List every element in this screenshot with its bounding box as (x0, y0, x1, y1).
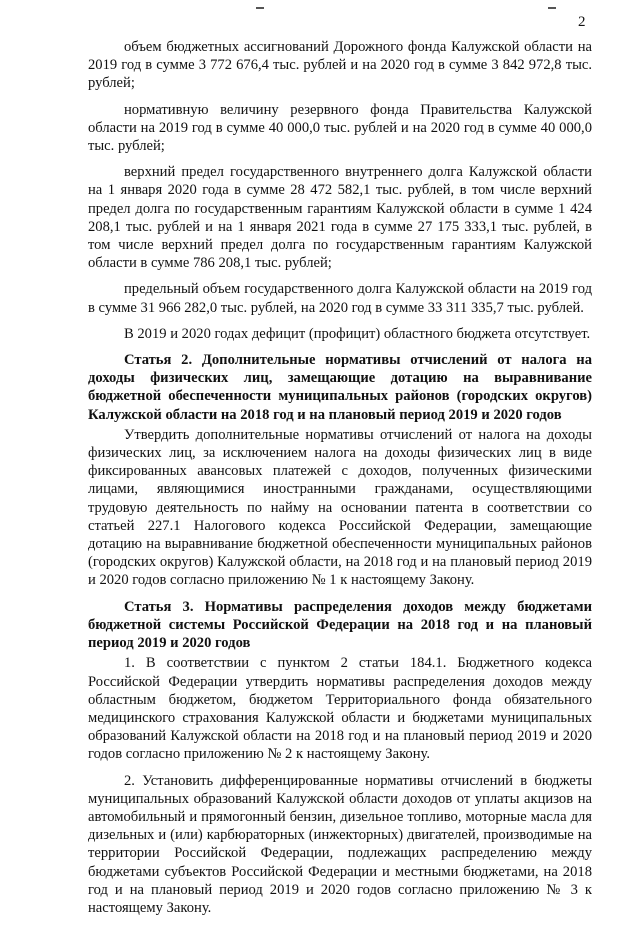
paragraph-deficit: В 2019 и 2020 годах дефицит (профицит) областного бюджета отсутствует. (124, 325, 591, 342)
scan-mark (256, 7, 264, 9)
article-3-heading: Статья 3. Нормативы распределения доходов между бюджетами бюджетной системы Российской Федерации на 2018 год и на плановый период 2019 и 2020 годов (88, 598, 592, 652)
article-2-body: Утвердить дополнительные нормативы отчислений от налога на доходы физических лиц, за исключением налога на доходы физических лиц в виде фиксированных авансовых платежей с доходов, полученных физическими лицами, являющимися иностранными гражданами, осуществляющими трудовую деятельность по найму на основании патента в соответствии со статьей 227.1 Налогового кодекса Российской Федерации, замещающие дотацию на выравнивание бюджетной обеспеченности муниципальных районов (городских округов) Калужской области, на 2018 год и на плановый период 2019 и 2020 годов согласно приложению № 1 к настоящему Закону. (88, 426, 592, 589)
paragraph-debt-volume: предельный объем государственного долга Калужской области на 2019 год в сумме 31 966 282,0 тыс. рублей, на 2020 год в сумме 33 311 335,7 тыс. рублей. (88, 281, 592, 316)
paragraph-debt-limit: верхний предел государственного внутреннего долга Калужской области на 1 января 2020 года в сумме 28 472 582,1 тыс. рублей, в том числе верхний предел долга по государственным гарантиям Калужской области в сумме 1 424 208,1 тыс. рублей и на 1 января 2021 года в сумме 27 175 333,1 тыс. рублей, в том числе верхний предел долга по государственным гарантиям Калужской области в сумме 786 208,1 тыс. рублей; (88, 164, 592, 272)
scan-mark (548, 7, 556, 9)
article-3-item-1: 1. В соответствии с пунктом 2 статьи 184.1. Бюджетного кодекса Российской Федерации утвердить нормативы распределения доходов между областным бюджетом, бюджетом Территориального фонда обязательного медицинского страхования Калужской области и бюджетами муниципальных образований Калужской области на 2018 год и на плановый период 2019 и 2020 годов согласно приложению № 2 к настоящему Закону. (88, 655, 592, 763)
paragraph-reserve-fund: нормативную величину резервного фонда Правительства Калужской области на 2019 год в сумме 40 000,0 тыс. рублей и на 2020 год в сумме 40 000,0 тыс. рублей; (88, 101, 592, 155)
article-2-heading: Статья 2. Дополнительные нормативы отчислений от налога на доходы физических лиц, замещающие дотацию на выравнивание бюджетной обеспеченности муниципальных районов (городских округов) Калужской области на 2018 год и на плановый период 2019 и 2020 годов (88, 352, 592, 423)
page-number: 2 (578, 14, 586, 30)
article-3-item-2: 2. Установить дифференцированные нормативы отчислений в бюджеты муниципальных образований Калужской области доходов от уплаты акцизов на автомобильный и прямогонный бензин, дизельное топливо, моторные масла для дизельных и (или) карбюраторных (инжекторных) двигателей, производимые на территории Российской Федерации, подлежащих распределению между бюджетами субъектов Российской Федерации и местными бюджетами, на 2018 год и на плановый период 2019 и 2020 годов согласно приложению № 3 к настоящему Закону. (88, 772, 592, 916)
paragraph-road-fund: объем бюджетных ассигнований Дорожного фонда Калужской области на 2019 год в сумме 3 772 676,4 тыс. рублей и на 2020 год в сумме 3 842 972,8 тыс. рублей; (88, 39, 592, 92)
document-body (88, 38, 592, 925)
